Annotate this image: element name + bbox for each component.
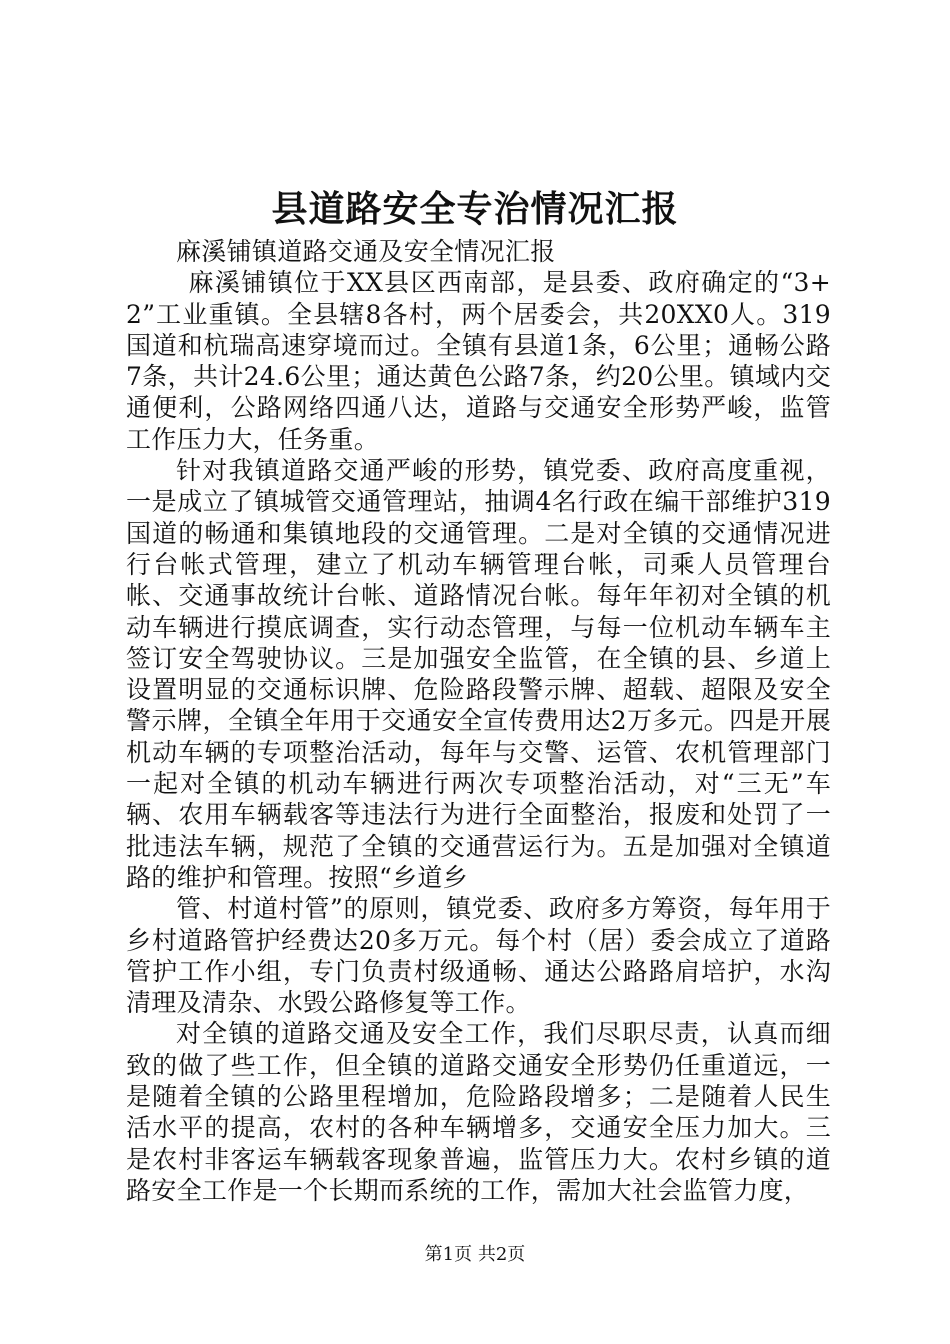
page-number-footer: 第1页 共2页	[424, 1244, 526, 1265]
report-subtitle: 麻溪铺镇道路交通及安全情况汇报	[176, 237, 556, 266]
paragraph-road-maintenance: 管、村道村管”的原则，镇党委、政府多方筹资，每年用于乡村道路管护经费达20多万元。每个村（居）委会成立了道路管护工作小组，专门负责村级通畅、通达公路路肩培护，水沟清理及清杂、水毁公路修复等工作。	[126, 894, 831, 1018]
paragraph-measures: 针对我镇道路交通严峻的形势，镇党委、政府高度重视，一是成立了镇城管交通管理站，抽调4名行政在编干部维护319国道的畅通和集镇地段的交通管理。二是对全镇的交通情况进行台帐式管理，建立了机动车辆管理台帐，司乘人员管理台帐、交通事故统计台帐、道路情况台帐。每年年初对全镇的机动车辆进行摸底调查，实行动态管理，与每一位机动车辆车主签订安全驾驶协议。三是加强安全监管，在全镇的县、乡道上设置明显的交通标识牌、危险路段警示牌、超载、超限及安全警示牌，全镇全年用于交通安全宣传费用达2万多元。四是开展机动车辆的专项整治活动，每年与交警、运管、农机管理部门一起对全镇的机动车辆进行两次专项整治活动，对“三无”车辆、农用车辆载客等违法行为进行全面整治，报废和处罚了一批违法车辆，规范了全镇的交通营运行为。五是加强对全镇道路的维护和管理。按照“乡道乡	[126, 456, 831, 892]
paragraph-challenges: 对全镇的道路交通及安全工作，我们尽职尽责，认真而细致的做了些工作，但全镇的道路交通安全形势仍任重道远，一是随着全镇的公路里程增加，危险路段增多；二是随着人民生活水平的提高，农村的各种车辆增多，交通安全压力加大。三是农村非客运车辆载客现象普遍，监管压力大。农村乡镇的道路安全工作是一个长期而系统的工作，需加大社会监管力度，	[126, 1019, 831, 1205]
paragraph-overview: 麻溪铺镇位于XX县区西南部，是县委、政府确定的“3+2”工业重镇。全县辖8各村，两个居委会，共20XX0人。319国道和杭瑞高速穿境而过。全镇有县道1条，6公里；通畅公路7条，共计24.6公里；通达黄色公路7条，约20公里。镇域内交通便利，公路网络四通八达，道路与交通安全形势严峻，监管工作压力大，任务重。	[126, 268, 831, 454]
document-title: 县道路安全专治情况汇报	[271, 188, 679, 230]
document-body	[126, 236, 831, 1206]
